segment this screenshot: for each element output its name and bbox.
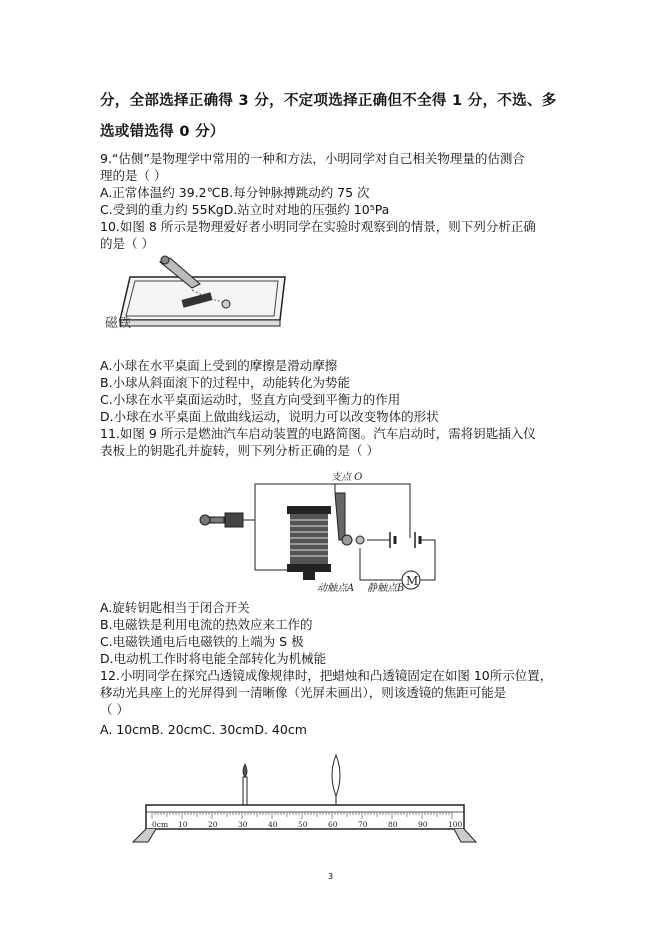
q12-stem-2: 移动光具座上的光屏得到一清晰像（光屏未画出），则该透镜的焦距可能是 bbox=[100, 685, 507, 700]
ruler-label: 30 bbox=[238, 820, 248, 829]
static-contact-icon bbox=[356, 536, 364, 544]
q11-stem-2: 表板上的钥匙孔并旋转，则下列分析正确的是（ ） bbox=[100, 443, 379, 458]
q10-option-d: D.小球在水平桌面上做曲线运动，说明力可以改变物体的形状 bbox=[100, 409, 439, 424]
q12-stem-1: 12.小明同学在探究凸透镜成像规律时，把蜡烛和凸透镜固定在如图 10所示位置， bbox=[100, 668, 553, 683]
q11-option-a: A.旋转钥匙相当于闭合开关 bbox=[100, 600, 250, 615]
q10-stem-1: 10.如图 8 所示是物理爱好者小明同学在实验时观察到的情景，则下列分析正确 bbox=[100, 219, 536, 234]
figure-8-magnet-table bbox=[100, 252, 290, 337]
q9-options-cd: C.受到的重力约 55KgD.站立时对地的压强约 10⁵Pa bbox=[100, 202, 390, 217]
ruler-label: 90 bbox=[418, 820, 428, 829]
scoring-rule-line-1: 分，全部选择正确得 3 分，不定项选择正确但不全得 1 分，不选、多 bbox=[100, 93, 557, 109]
q10-stem-2: 的是（ ） bbox=[100, 236, 154, 251]
ruler-label: 40 bbox=[268, 820, 278, 829]
static-contact-label: 静触点B bbox=[367, 583, 405, 594]
figure-9-starter-circuit bbox=[195, 468, 445, 595]
q11-option-b: B.电磁铁是利用电流的热效应来工作的 bbox=[100, 617, 313, 632]
page-number: 3 bbox=[327, 872, 334, 881]
electromagnet-icon bbox=[287, 506, 331, 580]
ruler-label: 80 bbox=[388, 820, 398, 829]
q10-option-a: A.小球在水平桌面上受到的摩擦是滑动摩擦 bbox=[100, 358, 338, 373]
q9-options-ab: A.正常体温约 39.2℃B.每分钟脉搏跳动约 75 次 bbox=[100, 185, 370, 200]
ruler-label: 50 bbox=[298, 820, 308, 829]
q10-option-b: B.小球从斜面滚下的过程中，动能转化为势能 bbox=[100, 375, 351, 390]
q9-stem-2: 理的是（ ） bbox=[100, 168, 167, 183]
q10-option-c: C.小球在水平桌面运动时，竖直方向受到平衡力的作用 bbox=[100, 392, 401, 407]
ruler-label: 10 bbox=[178, 820, 188, 829]
scoring-rule-line-2: 选或错选得 0 分） bbox=[100, 124, 225, 140]
ball-icon bbox=[222, 300, 230, 308]
battery-icon bbox=[390, 532, 420, 548]
ruler-label: 60 bbox=[328, 820, 338, 829]
q11-stem-1: 11.如图 9 所示是燃油汽车启动装置的电路简图。汽车启动时，需将钥匙插入仪 bbox=[100, 426, 536, 441]
ruler-label: 20 bbox=[208, 820, 218, 829]
magnet-label: 磁铁 bbox=[105, 316, 132, 331]
convex-lens-icon bbox=[332, 755, 340, 805]
q12-stem-3: （ ） bbox=[100, 702, 129, 717]
moving-contact-icon bbox=[342, 535, 352, 545]
candle-icon bbox=[243, 764, 247, 805]
motor-label: M bbox=[406, 574, 419, 588]
ruler-label: 100 bbox=[448, 820, 463, 829]
ruler-label: 0cm bbox=[152, 820, 169, 829]
key-icon bbox=[200, 513, 243, 527]
q12-options: A. 10cmB. 20cmC. 30cmD. 40cm bbox=[100, 722, 307, 737]
figure-10-optical-bench bbox=[128, 750, 478, 846]
q11-option-c: C.电磁铁通电后电磁铁的上端为 S 极 bbox=[100, 634, 304, 649]
q11-option-d: D.电动机工作时将电能全部转化为机械能 bbox=[100, 651, 327, 666]
pivot-label: 支点 O bbox=[331, 472, 363, 483]
ruler-label: 70 bbox=[358, 820, 368, 829]
q9-stem-1: 9.“估侧”是物理学中常用的一种和方法，小明同学对自己相关物理量的估测合 bbox=[100, 151, 525, 166]
moving-contact-label: 动触点A bbox=[317, 583, 355, 594]
